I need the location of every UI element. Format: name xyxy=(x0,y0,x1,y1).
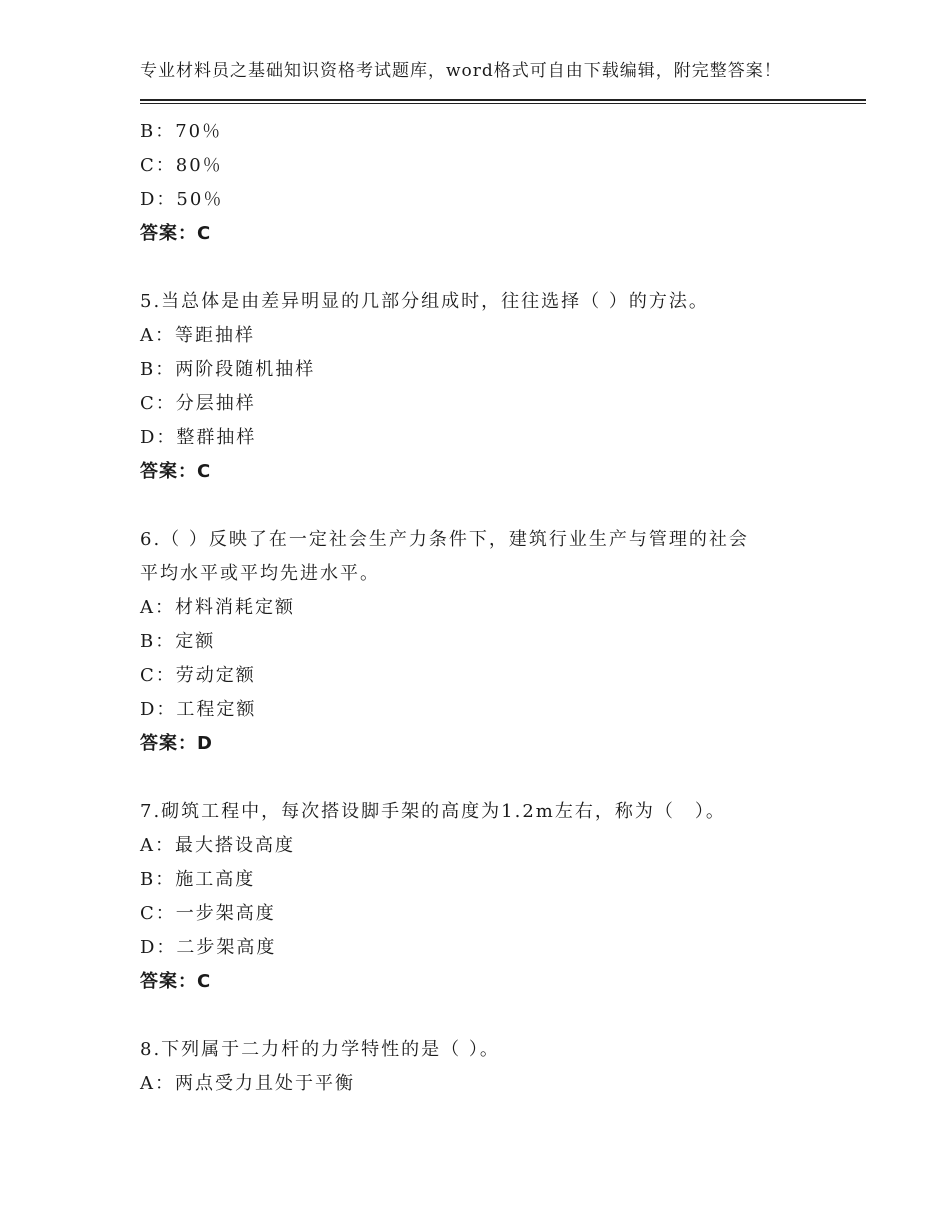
question-stem: 7.砌筑工程中，每次搭设脚手架的高度为1.2m左右，称为（ ）。 xyxy=(140,801,726,822)
option-d: D：整群抽样 xyxy=(140,427,257,448)
answer: 答案：C xyxy=(140,223,212,244)
option-c: C：一步架高度 xyxy=(140,903,276,924)
continued-question xyxy=(140,115,830,251)
option-c: C：分层抽样 xyxy=(140,393,256,414)
question-8 xyxy=(140,1033,830,1101)
question-stem-line-2: 平均水平或平均先进水平。 xyxy=(140,563,380,584)
question-list xyxy=(140,115,830,1101)
spacer xyxy=(140,489,830,523)
option-a: A：两点受力且处于平衡 xyxy=(140,1073,355,1094)
document-header: 专业材料员之基础知识资格考试题库，word格式可自由下载编辑，附完整答案！ xyxy=(140,61,782,81)
question-stem: 5.当总体是由差异明显的几部分组成时，往往选择（ ）的方法。 xyxy=(140,291,709,312)
answer: 答案：C xyxy=(140,971,212,992)
question-stem: 8.下列属于二力杆的力学特性的是（ ）。 xyxy=(140,1039,500,1060)
question-5 xyxy=(140,285,830,489)
question-6 xyxy=(140,523,830,761)
header-rule-thin xyxy=(140,103,866,104)
option-b: B：施工高度 xyxy=(140,869,256,890)
option-c: C：80％ xyxy=(140,155,223,176)
option-a: A：材料消耗定额 xyxy=(140,597,295,618)
option-a: A：最大搭设高度 xyxy=(140,835,295,856)
option-a: A：等距抽样 xyxy=(140,325,255,346)
option-b: B：两阶段随机抽样 xyxy=(140,359,316,380)
header-rule-thick xyxy=(140,99,866,101)
option-d: D：50％ xyxy=(140,189,224,210)
option-b: B：70％ xyxy=(140,121,223,142)
spacer xyxy=(140,999,830,1033)
option-d: D：工程定额 xyxy=(140,699,257,720)
question-7 xyxy=(140,795,830,999)
option-d: D：二步架高度 xyxy=(140,937,277,958)
spacer xyxy=(140,251,830,285)
option-c: C：劳动定额 xyxy=(140,665,256,686)
option-b: B：定额 xyxy=(140,631,216,652)
answer: 答案：C xyxy=(140,461,212,482)
question-stem-line-1: 6.（ ）反映了在一定社会生产力条件下，建筑行业生产与管理的社会 xyxy=(140,529,749,550)
answer: 答案：D xyxy=(140,733,213,754)
spacer xyxy=(140,761,830,795)
